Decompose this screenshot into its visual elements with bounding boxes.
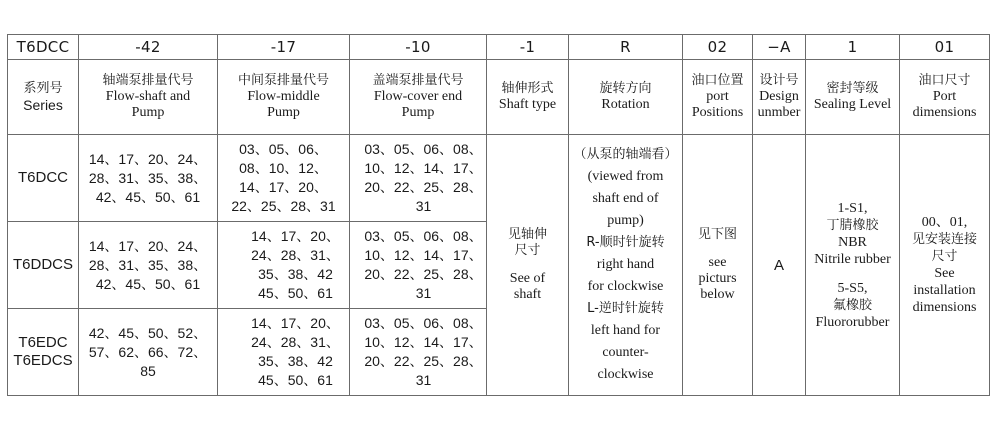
header-port-position-zh: 油口位置: [691, 73, 744, 88]
header-port-position-en2: Positions: [691, 105, 744, 120]
value-line: 35、38、42: [258, 266, 333, 282]
header-series-en: Series: [23, 97, 63, 113]
header-rotation-en: Rotation: [601, 97, 650, 112]
shaft-pump-values: [79, 222, 218, 309]
rotation-line: (viewed from: [587, 169, 664, 184]
series-cell: [8, 135, 79, 222]
sealing-s1-code: 1-S1,: [837, 200, 868, 216]
middle-pump-values: [218, 309, 350, 396]
value-line: 14、17、20、: [251, 228, 340, 244]
rotation-line: shaft end of: [592, 191, 659, 206]
port-position-en3: below: [700, 287, 735, 302]
value-line: 42、45、50、61: [95, 188, 201, 205]
header-port-dim-zh: 油口尺寸: [918, 73, 971, 88]
header-shaft-type-zh: 轴伸形式: [501, 81, 554, 96]
series-cell: [8, 222, 79, 309]
middle-pump-values: [218, 135, 350, 222]
header-cover-pump: [350, 60, 487, 135]
design-body: A: [753, 135, 806, 396]
value-line: 45、50、61: [258, 372, 333, 388]
cover-pump-values: [350, 222, 487, 309]
header-shaft-pump-en1: Flow-shaft and: [105, 89, 191, 104]
series-name: T6DCC: [17, 169, 68, 186]
header-rotation: [569, 60, 683, 135]
header-design: [753, 60, 806, 135]
shaft-type-body: [487, 135, 569, 396]
shaft-pump-values: [79, 135, 218, 222]
header-design-en1: Design: [759, 89, 799, 104]
port-position-body: [683, 135, 753, 396]
header-shaft-type-en: Shaft type: [498, 97, 557, 112]
header-design-en2: unmber: [757, 105, 801, 120]
value-line: 14、17、20、: [251, 315, 340, 331]
value-line: 20、22、25、28、: [364, 179, 483, 195]
value-line: 10、12、14、17、: [364, 247, 483, 263]
sealing-s5-zh: 氟橡胶: [832, 297, 872, 313]
value-line: 14、17、20、: [239, 179, 328, 195]
value-line: 45、50、61: [258, 285, 333, 301]
header-sealing: [806, 60, 900, 135]
value-line: 22、25、28、31: [231, 198, 336, 214]
rotation-line: R-顺时针旋转: [586, 235, 665, 250]
value-line: 42、45、50、52、: [88, 324, 208, 341]
code-shaft-type: -1: [487, 35, 569, 60]
header-port-dim-en1: Port: [932, 89, 957, 104]
code-port-dim: 01: [900, 35, 990, 60]
header-series: [8, 60, 79, 135]
rotation-line: left hand for: [590, 323, 661, 338]
header-cover-pump-en2: Pump: [401, 105, 435, 120]
code-shaft-pump: -42: [79, 35, 218, 60]
rotation-line: clockwise: [597, 367, 654, 382]
series-row: [8, 135, 990, 222]
port-dim-en1: See: [934, 266, 955, 281]
value-line: 31: [415, 285, 432, 301]
sealing-s5-code: 5-S5,: [837, 280, 868, 296]
value-line: 03、05、06、08、: [364, 315, 483, 331]
value-line: 03、05、06、: [239, 141, 328, 157]
value-line: 28、31、35、38、: [88, 256, 208, 273]
value-line: 20、22、25、28、: [364, 353, 483, 369]
port-dim-zh1: 见安装连接: [911, 232, 977, 247]
header-shaft-pump-en2: Pump: [131, 105, 165, 120]
value-line: 42、45、50、61: [95, 275, 201, 292]
series-name: T6DDCS: [12, 256, 73, 273]
code-middle-pump: -17: [218, 35, 350, 60]
value-line: 31: [415, 198, 432, 214]
port-position-en2: picturs: [698, 271, 737, 286]
series-name: T6EDC: [18, 334, 68, 351]
port-dim-body: [900, 135, 990, 396]
port-position-en1: see: [708, 255, 727, 270]
value-line: 57、62、66、72、: [88, 343, 208, 360]
value-line: 08、10、12、: [239, 160, 328, 176]
shaft-type-en2: shaft: [513, 287, 542, 302]
port-dim-en2: installation: [913, 283, 976, 298]
sealing-s1-zh: 丁腈橡胶: [826, 217, 879, 233]
value-line: 24、28、31、: [251, 247, 340, 263]
value-line: 20、22、25、28、: [364, 266, 483, 282]
value-line: 10、12、14、17、: [364, 160, 483, 176]
value-line: 35、38、42: [258, 353, 333, 369]
value-line: 85: [140, 362, 156, 379]
sealing-s5-en: Fluororubber: [815, 314, 890, 330]
rotation-line: （从泵的轴端看）: [573, 147, 678, 162]
rotation-line: for clockwise: [587, 279, 664, 294]
shaft-type-en1: See of: [509, 271, 546, 286]
cover-pump-values: [350, 309, 487, 396]
header-series-zh: 系列号: [23, 81, 63, 96]
header-sealing-zh: 密封等级: [826, 81, 879, 96]
value-line: 14、17、20、24、: [88, 150, 208, 167]
code-example-row: [8, 35, 990, 60]
port-position-zh: 见下图: [697, 227, 737, 242]
series-name: T6EDCS: [13, 352, 73, 369]
header-middle-pump-zh: 中间泵排量代号: [237, 73, 329, 88]
code-port-position: 02: [683, 35, 753, 60]
header-cover-pump-zh: 盖端泵排量代号: [372, 73, 464, 88]
header-design-zh: 设计号: [759, 73, 799, 88]
port-dim-zh2: 尺寸: [931, 249, 958, 264]
port-dim-codes: 00、01,: [921, 215, 968, 230]
header-shaft-pump: [79, 60, 218, 135]
header-cover-pump-en1: Flow-cover end: [373, 89, 463, 104]
code-rotation: R: [569, 35, 683, 60]
rotation-line: right hand: [596, 257, 655, 272]
value-line: 03、05、06、08、: [364, 141, 483, 157]
code-series: T6DCC: [8, 35, 79, 60]
sealing-s1-en1: NBR: [838, 234, 867, 250]
rotation-line: L-逆时针旋转: [587, 301, 664, 316]
cover-pump-values: [350, 135, 487, 222]
header-middle-pump-en1: Flow-middle: [247, 89, 320, 104]
model-code-table: [7, 34, 990, 396]
port-dim-en3: dimensions: [912, 300, 977, 315]
header-port-dim-en2: dimensions: [912, 105, 977, 120]
value-line: 31: [415, 372, 432, 388]
value-line: 24、28、31、: [251, 334, 340, 350]
header-shaft-type: [487, 60, 569, 135]
value-line: 28、31、35、38、: [88, 169, 208, 186]
header-rotation-zh: 旋转方向: [599, 81, 652, 96]
sealing-s1-en2: Nitrile rubber: [814, 251, 891, 267]
header-sealing-en: Sealing Level: [813, 97, 892, 112]
shaft-type-zh2: 尺寸: [514, 243, 541, 258]
header-port-position-en1: port: [706, 89, 729, 104]
sealing-body: [806, 135, 900, 396]
header-middle-pump-en2: Pump: [267, 105, 300, 120]
rotation-line: counter-: [602, 345, 649, 360]
header-row: [8, 60, 990, 135]
rotation-body: [569, 135, 683, 396]
header-shaft-pump-zh: 轴端泵排量代号: [102, 73, 194, 88]
code-cover-pump: -10: [350, 35, 487, 60]
code-sealing: 1: [806, 35, 900, 60]
middle-pump-values: [218, 222, 350, 309]
header-middle-pump: [218, 60, 350, 135]
shaft-pump-values: [79, 309, 218, 396]
series-cell: [8, 309, 79, 396]
shaft-type-zh1: 见轴伸: [507, 227, 547, 242]
header-port-dim: [900, 60, 990, 135]
rotation-line: pump): [607, 213, 644, 228]
value-line: 14、17、20、24、: [88, 237, 208, 254]
header-port-position: [683, 60, 753, 135]
code-design: −A: [753, 35, 806, 60]
value-line: 03、05、06、08、: [364, 228, 483, 244]
value-line: 10、12、14、17、: [364, 334, 483, 350]
